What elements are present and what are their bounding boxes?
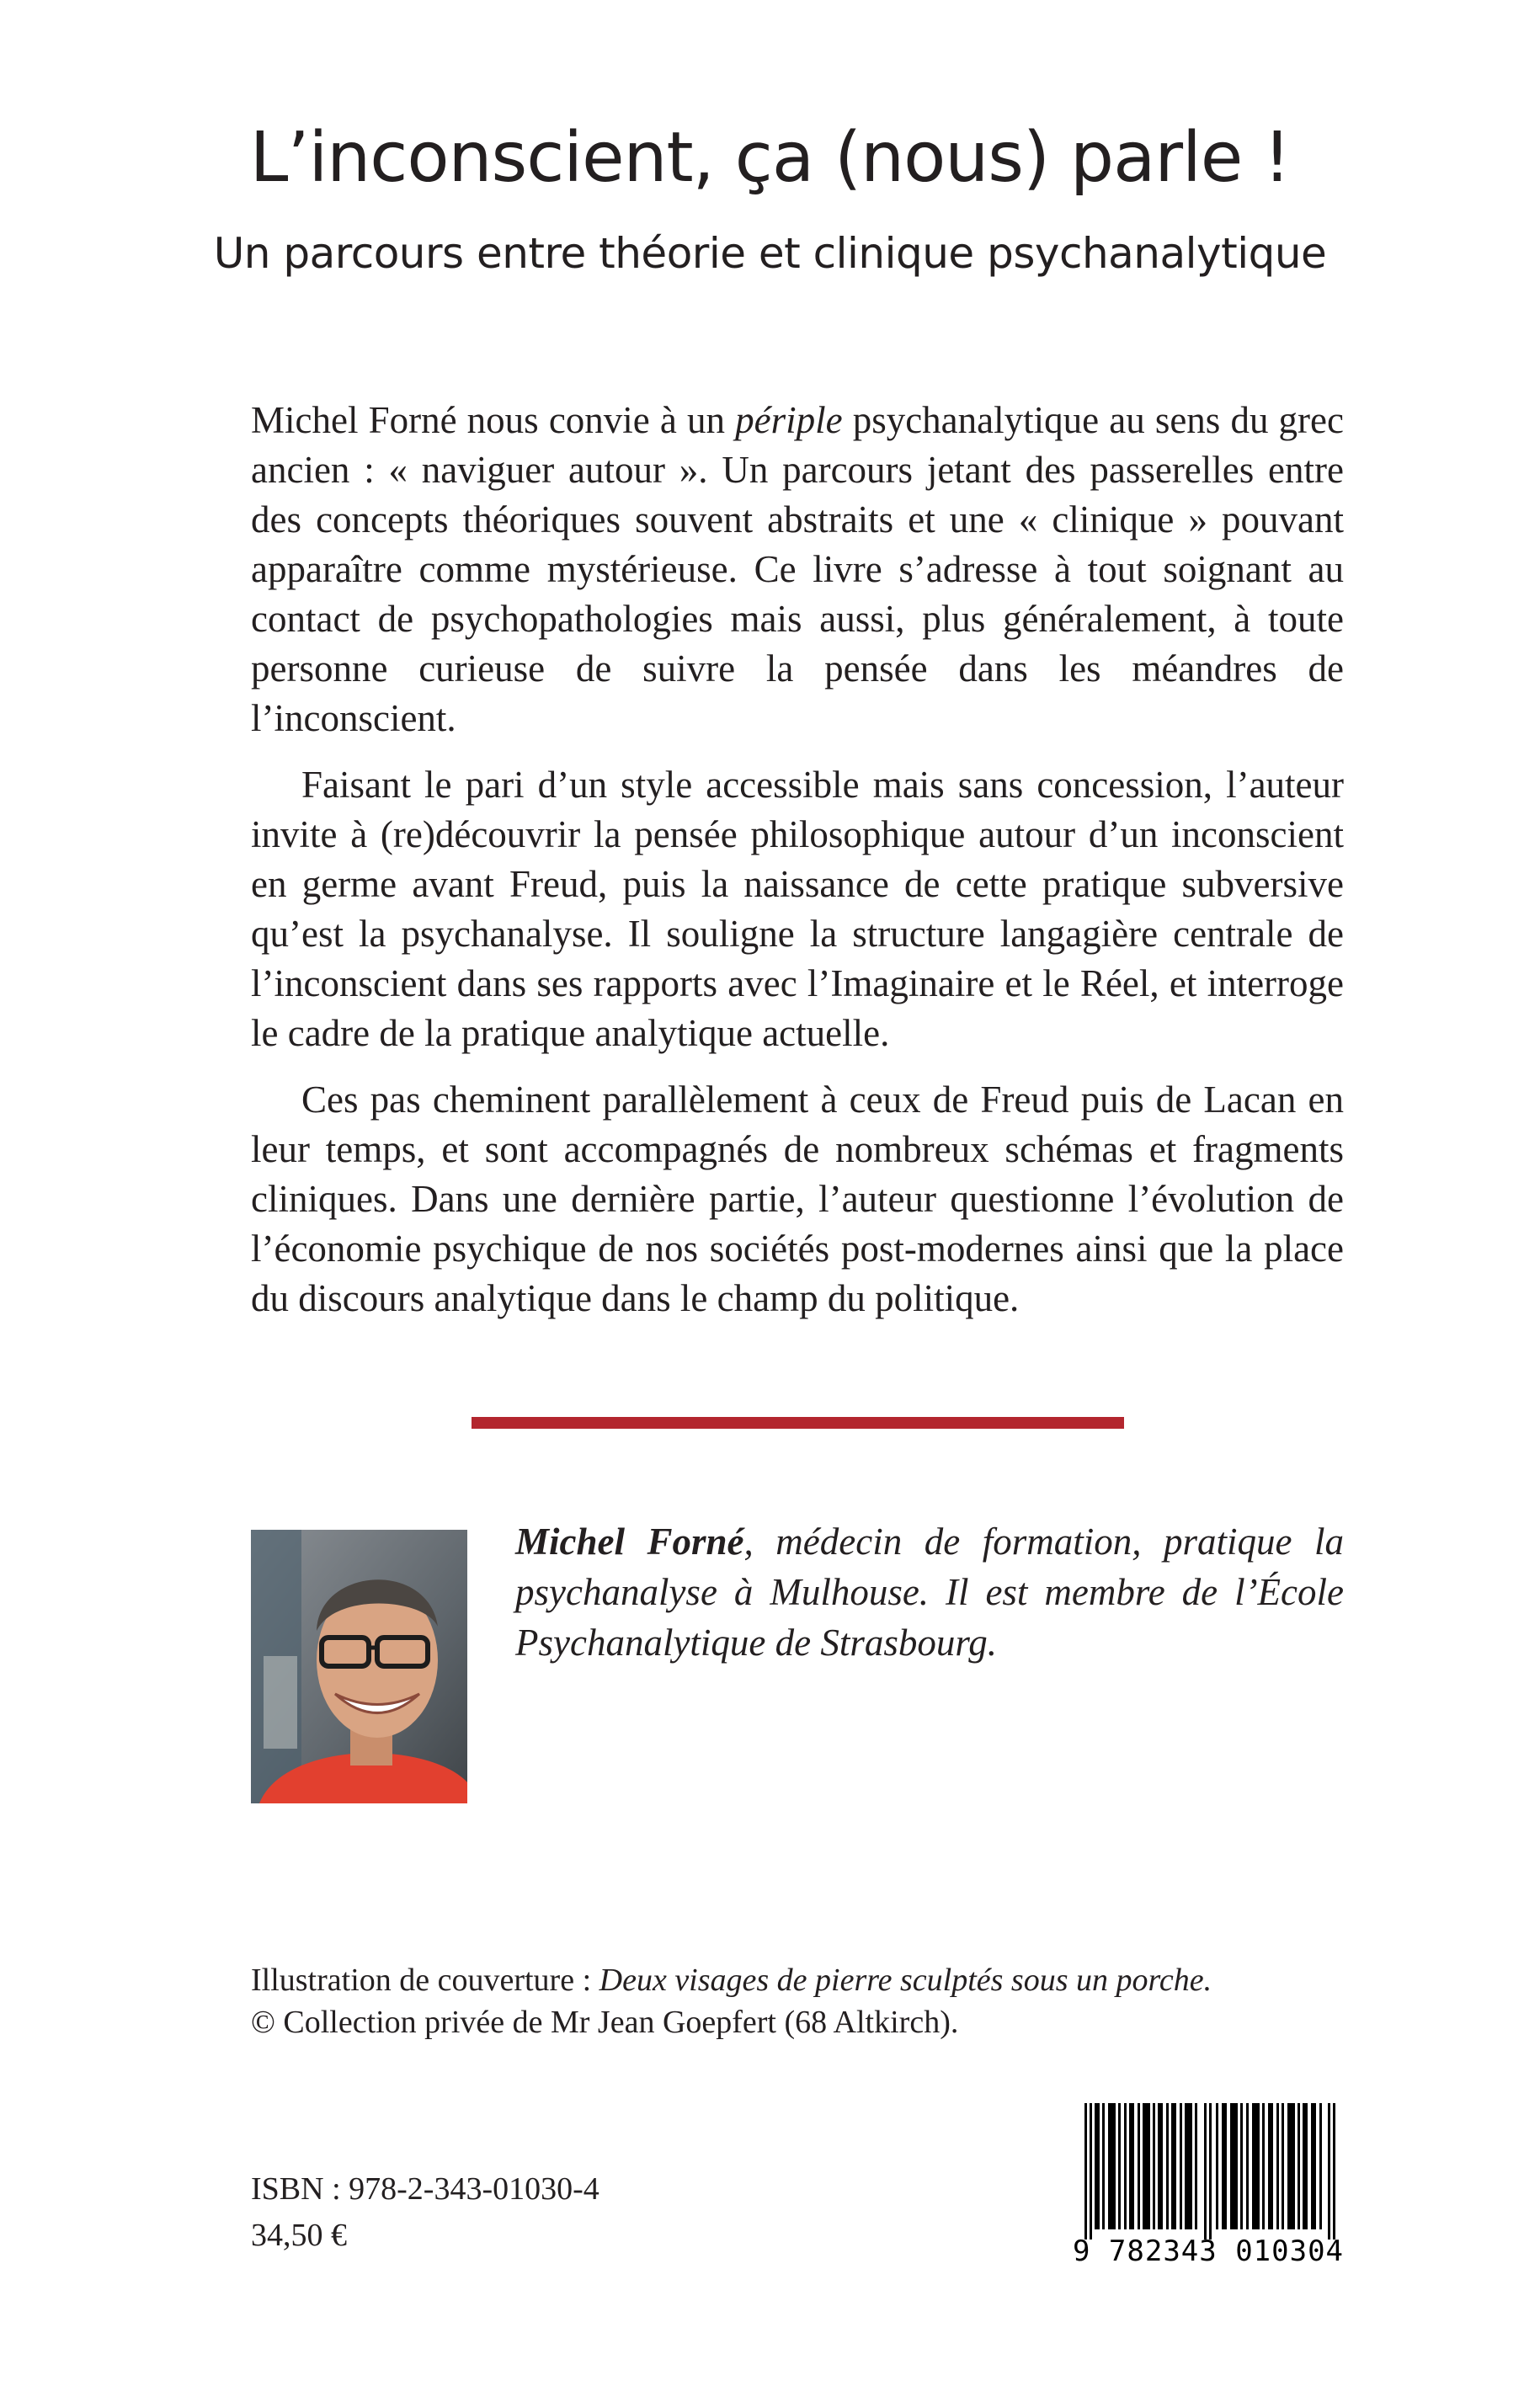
illustration-label: Illustration de couverture :	[251, 1963, 599, 1998]
price: 34,50 €	[251, 2218, 347, 2253]
illustration-title: Deux visages de pierre sculptés sous un porche.	[599, 1963, 1212, 1998]
book-subtitle: Un parcours entre théorie et clinique psychanalytique	[213, 229, 1327, 278]
copyright-credit: © Collection privée de Mr Jean Goepfert (68 Altkirch).	[251, 2005, 959, 2040]
cover-credits	[251, 1959, 1388, 2043]
blurb-p1-start: Michel Forné nous convie à un	[251, 399, 736, 441]
blurb-p1-end: psychanalytique au sens du grec ancien : « naviguer autour ». Un parcours jetant des passerelles entre des concepts théoriques souvent abstraits et une « clinique » pouvant apparaître comme mystérieuse. Ce livre s’adresse à tout soignant au contact de psychopathologies mais aussi, plus généralement, à toute personne curieuse de suivre la pensée dans les méandres de l’inconscient.	[251, 399, 1344, 739]
book-title: L’inconscient, ça (nous) parle !	[249, 118, 1291, 198]
red-separator-line	[472, 1417, 1124, 1429]
author-bio	[515, 1516, 1344, 1668]
blurb-paragraph-3: Ces pas cheminent parallèlement à ceux de Freud puis de Lacan en leur temps, et sont accompagnés de nombreux schémas et fragments cliniques. Dans une dernière partie, l’auteur questionne l’évolution de l’économie psychique de nos sociétés post-modernes ainsi que la place du discours analytique dans le champ du politique.	[251, 1078, 1344, 1319]
isbn: ISBN : 978-2-343-01030-4	[251, 2171, 599, 2207]
blurb-p1-emphasis: périple	[735, 399, 843, 441]
barcode-digits: 9 782343 010304	[1072, 2234, 1345, 2268]
blurb-paragraph-1	[251, 396, 1344, 743]
barcode-bars	[1084, 2103, 1335, 2240]
author-photo	[251, 1530, 467, 1803]
back-cover-blurb	[251, 396, 1344, 1340]
author-bio-text: , médecin de formation, pratique la psychanalyse à Mulhouse. Il est membre de l’École Psychanalytique de Strasbourg.	[515, 1521, 1344, 1664]
blurb-paragraph-2: Faisant le pari d’un style accessible mais sans concession, l’auteur invite à (re)découvrir la pensée philosophique autour d’un inconscient en germe avant Freud, puis la naissance de cette pratique subversive qu’est la psychanalyse. Il souligne la structure langagière centrale de l’inconscient dans ses rapports avec l’Imaginaire et le Réel, et interroge le cadre de la pratique analytique actuelle.	[251, 764, 1344, 1054]
illustration-credit	[251, 1959, 1388, 2001]
barcode	[1068, 2103, 1349, 2271]
author-name: Michel Forné	[515, 1521, 744, 1563]
